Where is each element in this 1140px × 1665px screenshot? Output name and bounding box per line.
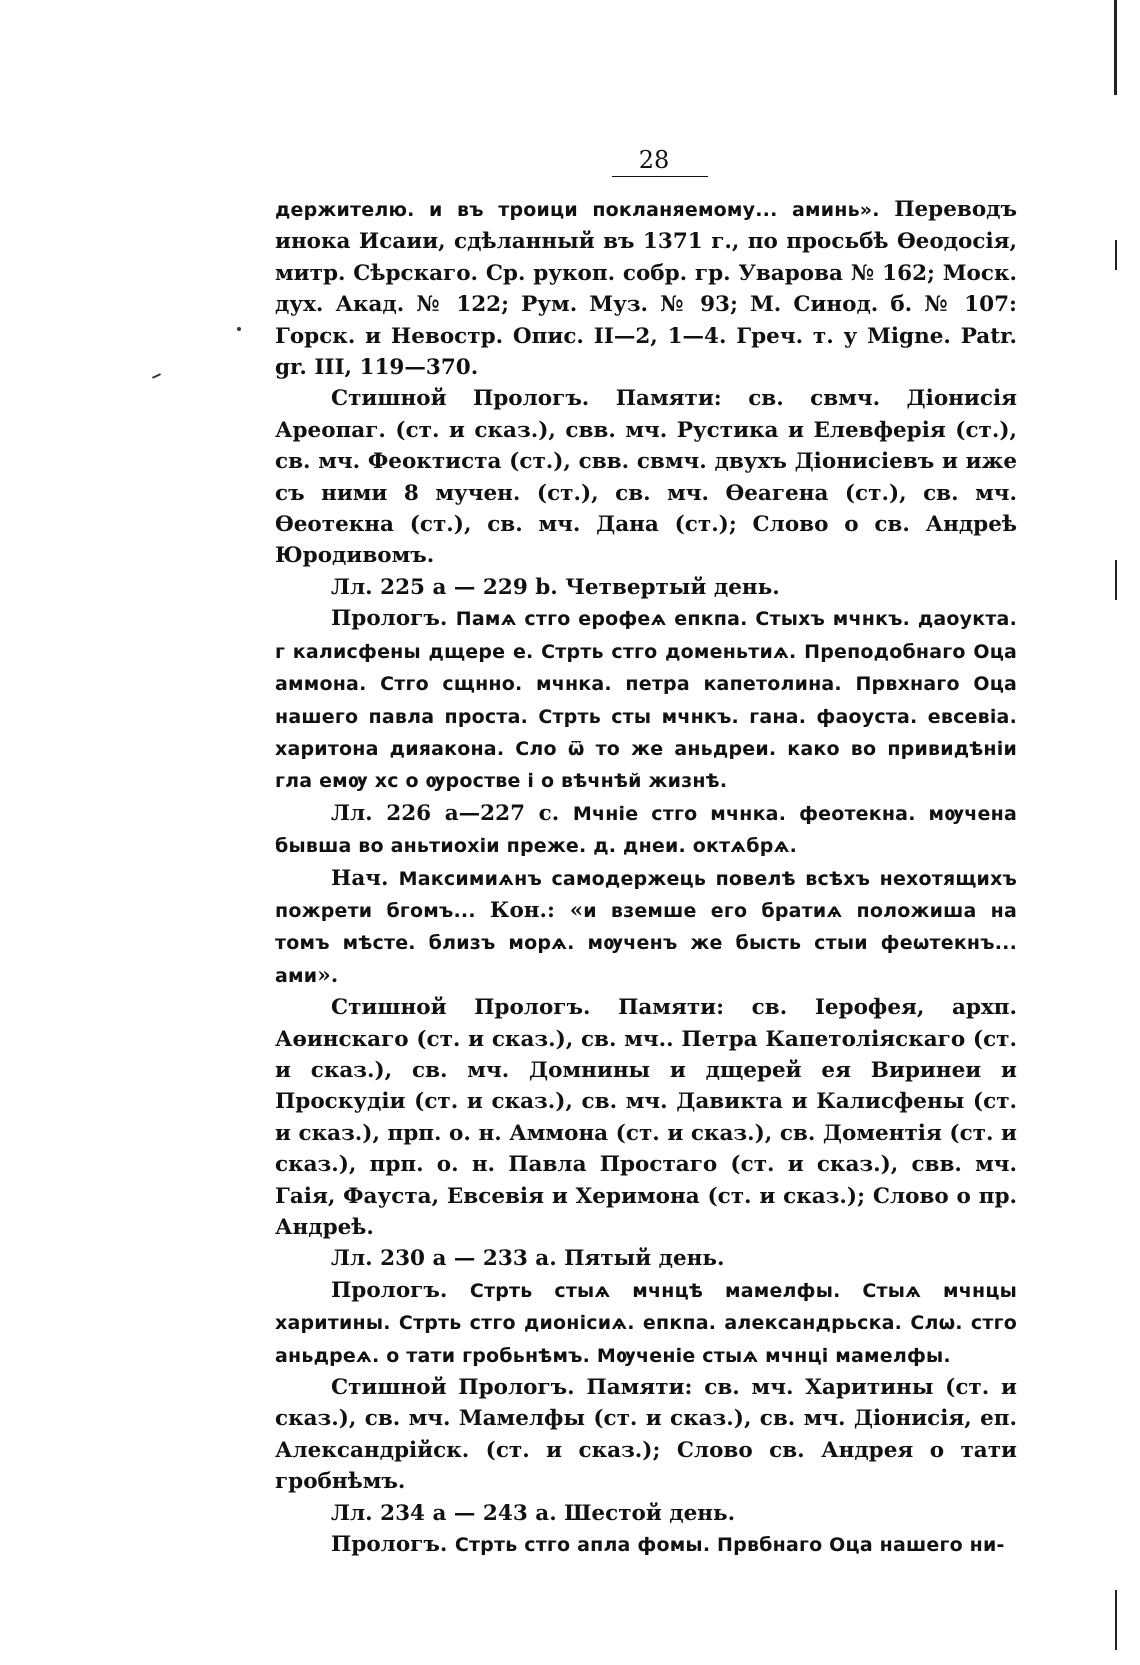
paragraph-text: Лл. 234 a — 243 a. Шестой день. — [331, 1500, 736, 1526]
page-edge-line — [1115, 560, 1117, 600]
section-heading — [275, 1243, 1017, 1274]
paragraph — [275, 992, 1017, 1243]
body-text — [275, 194, 1017, 1561]
paragraph-text: Стишной Прологъ. Памяти: св. свмч. Діонисія Ареопаг. (ст. и сказ.), свв. мч. Рустика и Елевферія (ст.), св. мч. Феоктиста (ст.), свв. свмч. двухъ Діонисіевъ и иже съ ними 8 мучен. (ст.), св. мч. Өеагена (ст.), св. мч. Өеотекна (ст.), св. мч. Дана (ст.); Слово о св. Андреѣ Юродивомъ. — [275, 386, 1017, 569]
margin-dot-mark — [237, 327, 241, 331]
church-slavonic-text: Стрть стго апла фомы. Првбнаго Оца нашего ни- — [454, 1534, 1005, 1557]
paragraph — [275, 863, 1017, 993]
paragraph — [275, 798, 1017, 863]
paragraph-text: Кон.: « — [489, 897, 584, 923]
church-slavonic-text: и вземше его братиѧ положиша на томъ мѣсте. близъ морѧ. мѹченъ же бысть стыи феѡтекнъ... ами — [275, 899, 1017, 987]
paragraph-text: Прологъ. — [331, 1277, 470, 1303]
paragraph-text: Нач. — [331, 865, 399, 891]
page-edge-line — [1115, 240, 1117, 270]
church-slavonic-text: Памѧ стго ерофеѧ епкпа. Стыхъ мчнкъ. даоукта. г калисфены дщере е. Стрть стго доменьтиѧ. Преподобнаго Оца аммона. Стго сщнно. мчнка. петра капетолина. Првхнаго Оца нашего павла проста. Стрть сты мчнкъ. гана. фаоуста. евсевіа. харитона дияакона. Сло ѿ то же аньдреи. како во привидѣніи гла емѹ хс о ѹростве і о вѣчнѣй жизнѣ. — [275, 608, 1017, 793]
section-heading — [275, 572, 1017, 603]
section-heading — [275, 1498, 1017, 1529]
paragraph-text: ». — [317, 962, 339, 988]
paragraph-text: Прологъ. — [331, 1532, 455, 1558]
paragraph-text: Лл. 226 a—227 c. — [331, 800, 573, 826]
paragraph — [275, 603, 1017, 797]
church-slavonic-text: Мчніе стго мчнка. феотекна. мѹчена бывша во аньтиохіи преже. д. днеи. октѧбрѧ. — [275, 802, 1017, 858]
paragraph-text: Стишной Прологъ. Памяти: св. мч. Харитины (ст. и сказ.), св. мч. Мамелфы (ст. и сказ.), св. мч. Діонисія, еп. Александрійск. (ст. и сказ.); Слово св. Андрея о тати гробнѣмъ. — [275, 1375, 1017, 1495]
page-number: 28 — [638, 146, 670, 174]
church-slavonic-text: держителю. и въ троици покланяемому... аминь». — [275, 199, 895, 221]
margin-dash-mark — [152, 373, 161, 379]
paragraph — [275, 1275, 1017, 1372]
paragraph — [275, 1372, 1017, 1498]
page-number-rule — [612, 176, 708, 177]
page-edge-line — [1115, 1590, 1117, 1650]
church-slavonic-text: Максимиѧнъ самодержець повелѣ всѣхъ нехотящихъ пожрети бгомъ... — [275, 867, 1017, 922]
paragraph-text: Стишной Прологъ. Памяти: св. Іерофея, архп. Аөинскаго (ст. и сказ.), св. мч.. Петра Капетоліяскаго (ст. и сказ.), св. мч. Домнины и дщерей ея Виринеи и Проскудіи (ст. и сказ.), св. мч. Давикта и Калисфены (ст. и сказ.), прп. о. н. Аммона (ст. и сказ.), св. Доментія (ст. и сказ.), прп. о. н. Павла Простаго (ст. и сказ.), свв. мч. Гаія, Фауста, Евсевія и Херимона (ст. и сказ.); Слово о пр. Андреѣ. — [275, 995, 1017, 1240]
paragraph — [275, 194, 1017, 383]
paragraph-text: Лл. 225 a — 229 b. Четвертый день. — [331, 574, 780, 600]
church-slavonic-text: Стрть стыѧ мчнцѣ мамелфы. Стыѧ мчнцы харитины. Стрть стго дионісиѧ. епкпа. александрьска. Слѡ. стго аньдреѧ. о тати гробьнѣмъ. Мѹченіе стыѧ мчнці мамелфы. — [275, 1279, 1017, 1367]
paragraph-text: Прологъ. — [331, 606, 456, 632]
paragraph — [275, 1529, 1017, 1561]
paragraph — [275, 383, 1017, 571]
paragraph-text: Переводъ инока Исаии, сдѣланный въ 1371 г., по просьбѣ Өеодосія, митр. Сѣрскаго. Ср. рукоп. собр. гр. Уварова № 162; Моск. дух. Акад. № 122; Рум. Муз. № 93; М. Синод. б. № 107: Горск. и Невостр. Опис. II—2, 1—4. Греч. т. у Migne. Patr. gr. III, 119—370. — [275, 197, 1017, 381]
page-edge-line — [1114, 0, 1117, 95]
paragraph-text: Лл. 230 a — 233 a. Пятый день. — [331, 1246, 725, 1272]
